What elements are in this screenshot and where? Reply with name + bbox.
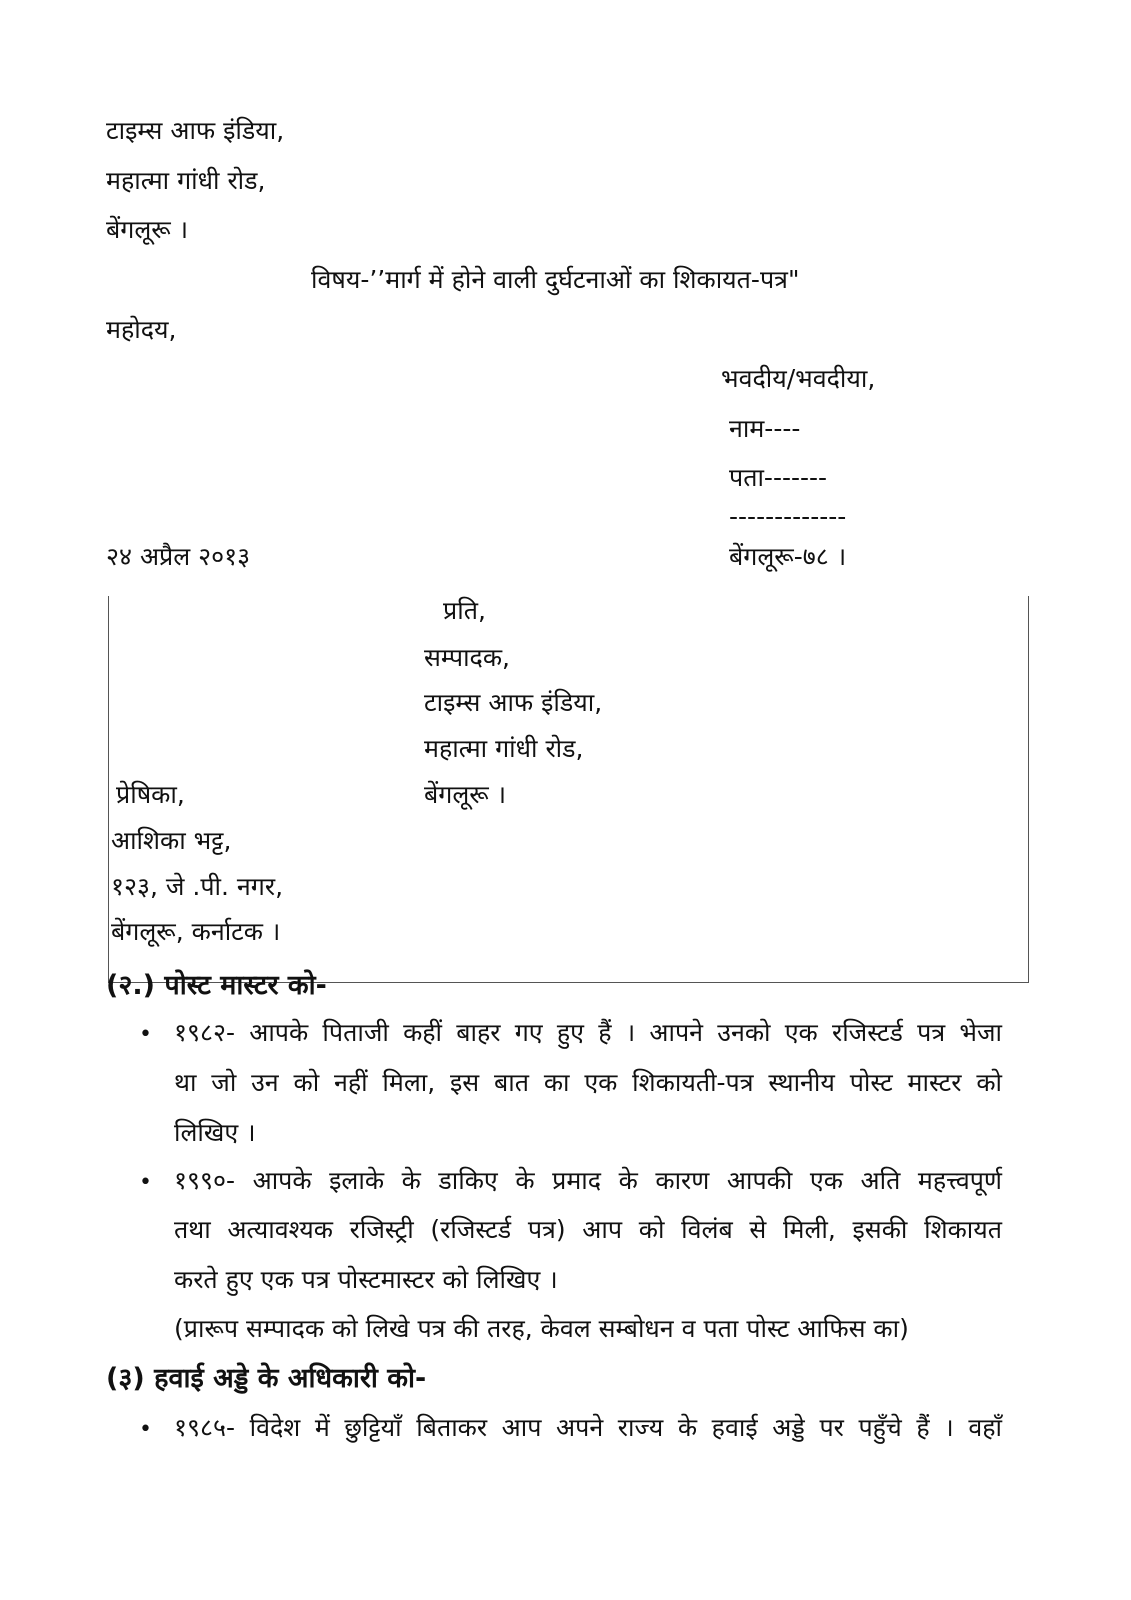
- signoff-address: पता-------: [729, 463, 828, 492]
- section-3-bullet-1-line-1: १९८५- विदेश में छुट्टियाँ बिताकर आप अपने राज्य के हवाई अड्डे पर पहुँचे हैं । वहाँ: [174, 1413, 1002, 1442]
- sender-line-3: १२३, जे .पी. नगर,: [111, 872, 284, 901]
- top-address-line-3: बेंगलूरू ।: [106, 215, 189, 244]
- subject-line: विषय-’’मार्ग में होने वाली दुर्घटनाओं का शिकायत-पत्र": [311, 265, 800, 294]
- salutation: महोदय,: [106, 315, 177, 344]
- signoff-dashes: -------------: [729, 502, 847, 531]
- sender-line-2: आशिका भट्ट,: [111, 826, 232, 855]
- sender-line-4: बेंगलूरू, कर्नाटक ।: [111, 917, 281, 946]
- signoff-city: बेंगलूरू-७८ ।: [729, 542, 847, 571]
- recipient-line-5: बेंगलूरू ।: [424, 780, 507, 809]
- recipient-line-3: टाइम्स आफ इंडिया,: [424, 688, 603, 717]
- section-2-heading: (२.) पोस्ट मास्टर को-: [106, 970, 327, 1001]
- section-2-bullet-1-line-2: था जो उन को नहीं मिला, इस बात का एक शिकायती-पत्र स्थानीय पोस्ट मास्टर को: [174, 1068, 1002, 1097]
- signoff-name: नाम----: [729, 414, 801, 443]
- section-2-note: (प्रारूप सम्पादक को लिखे पत्र की तरह, केवल सम्बोधन व पता पोस्ट आफिस का): [174, 1314, 909, 1343]
- recipient-line-2: सम्पादक,: [424, 643, 510, 672]
- section-2-bullet-2-line-2: तथा अत्यावश्यक रजिस्ट्री (रजिस्टर्ड पत्र) आप को विलंब से मिली, इसकी शिकायत: [174, 1215, 1002, 1244]
- top-address-line-1: टाइम्स आफ इंडिया,: [106, 116, 285, 145]
- bullet-marker: •: [139, 1170, 152, 1195]
- top-address-line-2: महात्मा गांधी रोड,: [106, 166, 266, 195]
- sender-line-1: प्रेषिका,: [116, 780, 185, 809]
- letter-date: २४ अप्रैल २०१३: [106, 542, 251, 571]
- section-2-bullet-2-line-1: १९९०- आपके इलाके के डाकिए के प्रमाद के कारण आपकी एक अति महत्त्वपूर्ण: [174, 1166, 1002, 1195]
- section-3-heading: (३) हवाई अड्डे के अधिकारी को-: [106, 1363, 427, 1394]
- section-2-bullet-1-line-3: लिखिए ।: [174, 1118, 256, 1147]
- recipient-line-4: महात्मा गांधी रोड,: [424, 734, 584, 763]
- bullet-marker: •: [139, 1022, 152, 1047]
- section-2-bullet-1-line-1: १९८२- आपके पिताजी कहीं बाहर गए हुए हैं । आपने उनको एक रजिस्टर्ड पत्र भेजा: [174, 1018, 1002, 1047]
- section-2-bullet-2-line-3: करते हुए एक पत्र पोस्टमास्टर को लिखिए ।: [174, 1265, 558, 1294]
- bullet-marker: •: [139, 1417, 152, 1442]
- recipient-line-1: प्रति,: [443, 596, 486, 625]
- signoff-closing: भवदीय/भवदीया,: [721, 364, 876, 393]
